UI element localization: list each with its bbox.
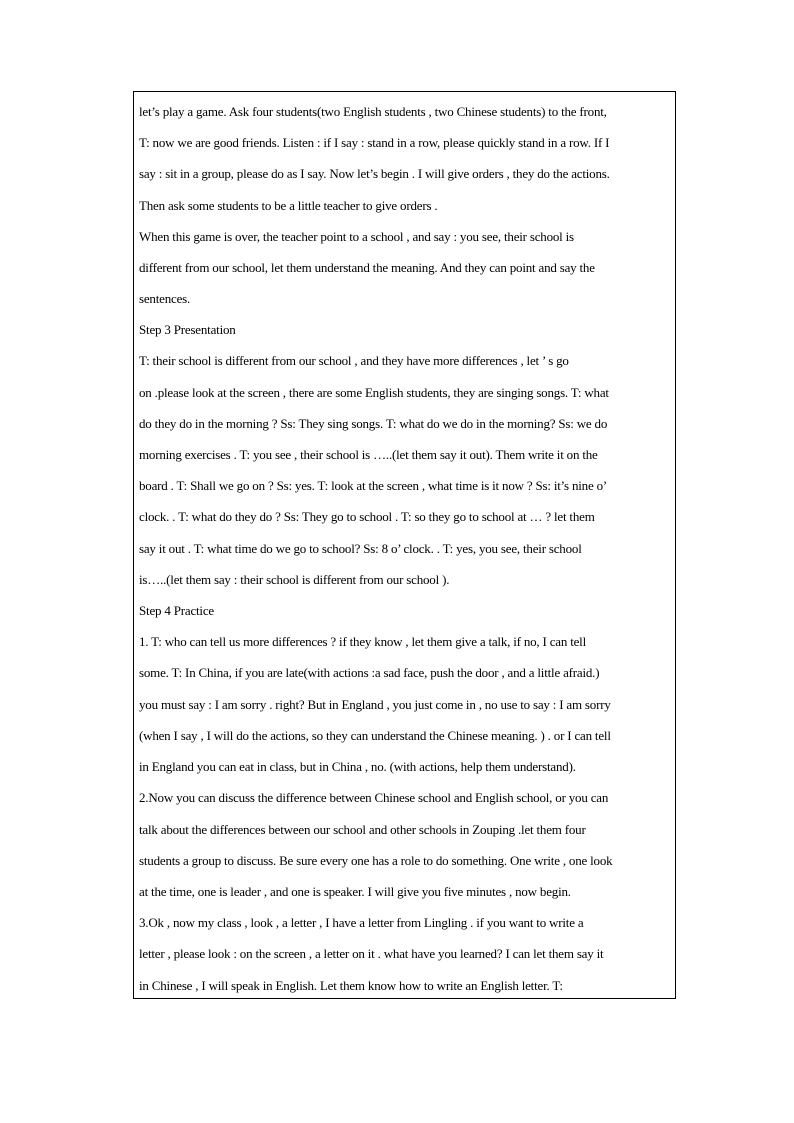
text-line: talk about the differences between our school and other schools in Zouping .let them four (139, 822, 586, 837)
text-line: say it out . T: what time do we go to school? Ss: 8 o’ clock. . T: yes, you see, their school (139, 541, 582, 556)
text-line: Then ask some students to be a little teacher to give orders . (139, 198, 438, 213)
text-line: T: now we are good friends. Listen : if I say : stand in a row, please quickly stand in a row. If I (139, 135, 610, 150)
text-line: T: their school is different from our school , and they have more differences , let ’ s go (139, 353, 569, 368)
text-line: 1. T: who can tell us more differences ? if they know , let them give a talk, if no, I can tell (139, 634, 587, 649)
text-line: When this game is over, the teacher point to a school , and say : you see, their school is (139, 229, 574, 244)
text-line: you must say : I am sorry . right? But in England , you just come in , no use to say : I am sorry (139, 697, 611, 712)
text-line: letter , please look : on the screen , a letter on it . what have you learned? I can let them say it (139, 946, 604, 961)
text-line: on .please look at the screen , there are some English students, they are singing songs. T: what (139, 385, 609, 400)
text-line: say : sit in a group, please do as I say. Now let’s begin . I will give orders , they do the actions. (139, 166, 610, 181)
text-line: is…..(let them say : their school is different from our school ). (139, 572, 450, 587)
text-line: do they do in the morning ? Ss: They sing songs. T: what do we do in the morning? Ss: we do (139, 416, 608, 431)
text-line: board . T: Shall we go on ? Ss: yes. T: look at the screen , what time is it now ? Ss: it’s nine o’ (139, 478, 608, 493)
text-line: 3.Ok , now my class , look , a letter , I have a letter from Lingling . if you want to write a (139, 915, 584, 930)
text-line: (when I say , I will do the actions, so they can understand the Chinese meaning. ) . or I can tell (139, 728, 611, 743)
text-line: students a group to discuss. Be sure every one has a role to do something. One write , one look (139, 853, 613, 868)
text-line: clock. . T: what do they do ? Ss: They go to school . T: so they go to school at … ? let them (139, 509, 595, 524)
step-heading: Step 3 Presentation (139, 322, 236, 337)
text-line: some. T: In China, if you are late(with actions :a sad face, push the door , and a little afraid.) (139, 665, 600, 680)
text-line: morning exercises . T: you see , their school is …..(let them say it out). Them write it on the (139, 447, 598, 462)
text-line: 2.Now you can discuss the difference between Chinese school and English school, or you can (139, 790, 609, 805)
text-line: at the time, one is leader , and one is speaker. I will give you five minutes , now begin. (139, 884, 571, 899)
step-heading: Step 4 Practice (139, 603, 214, 618)
text-line: in England you can eat in class, but in China , no. (with actions, help them understand). (139, 759, 576, 774)
text-line: sentences. (139, 291, 191, 306)
text-line: in Chinese , I will speak in English. Let them know how to write an English letter. T: (139, 978, 563, 993)
text-line: different from our school, let them understand the meaning. And they can point and say the (139, 260, 595, 275)
text-line: let’s play a game. Ask four students(two English students , two Chinese students) to the front, (139, 104, 607, 119)
